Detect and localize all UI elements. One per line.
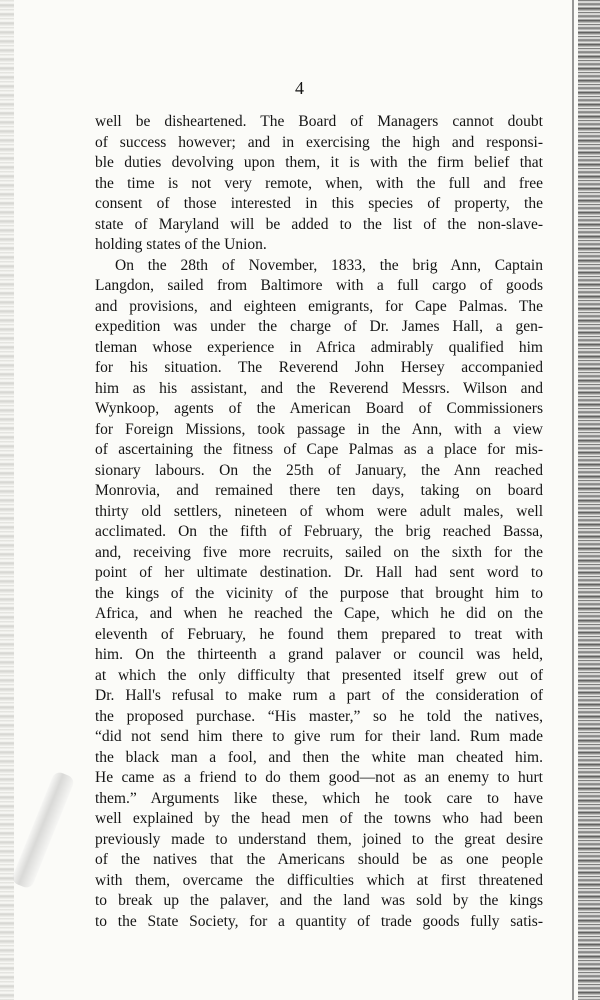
text-line: to break up the palaver, and the land was sold by the kings xyxy=(95,892,543,909)
text-line: of success however; and in exercising the high and responsi- xyxy=(95,133,543,151)
text-line: and provisions, and eighteen emigrants, for Cape Palmas. The xyxy=(95,297,543,315)
text-line: Langdon, sailed from Baltimore with a full cargo of goods xyxy=(95,277,543,294)
text-line: He came as a friend to do them good—not as an enemy to hurt xyxy=(95,769,543,786)
scan-left-edge xyxy=(0,0,14,1000)
text-line: Dr. Hall's refusal to make rum a part of the consideration of xyxy=(95,687,543,704)
text-line: tleman whose experience in Africa admirably qualified him xyxy=(95,338,543,356)
text-line: the proposed purchase. “His master,” so he told the natives, xyxy=(95,707,543,725)
text-line: state of Maryland will be added to the list of the non-slave- xyxy=(95,215,543,233)
text-line: them.” Arguments like these, which he took care to have xyxy=(95,789,543,807)
text-line: eleventh of February, he found them prepared to treat with xyxy=(95,625,543,643)
text-line: ble duties devolving upon them, it is with the firm belief that xyxy=(95,154,543,171)
text-line: Monrovia, and remained there ten days, taking on board xyxy=(95,482,543,499)
text-line: well explained by the head men of the towns who had been xyxy=(95,810,543,827)
text-line: him. On the thirteenth a grand palaver or council was held, xyxy=(95,646,543,663)
pencil-mark xyxy=(10,770,75,890)
text-line: sionary labours. On the 25th of January, the Ann reached xyxy=(95,461,543,479)
text-line: On the 28th of November, 1833, the brig Ann, Captain xyxy=(115,256,543,274)
text-line: the time is not very remote, when, with the full and free xyxy=(95,174,543,192)
text-line: expedition was under the charge of Dr. James Hall, a gen- xyxy=(95,318,543,335)
text-line: of ascertaining the fitness of Cape Palmas as a place for mis- xyxy=(95,441,543,458)
text-line: Africa, and when he reached the Cape, which he did on the xyxy=(95,605,543,622)
body-text xyxy=(95,112,543,932)
text-line: thirty old settlers, nineteen of whom were adult males, well xyxy=(95,502,543,520)
scan-binding-line xyxy=(572,0,574,1000)
scan-right-edge xyxy=(578,0,600,1000)
text-line: for Foreign Missions, took passage in the Ann, with a view xyxy=(95,420,543,438)
text-line: and, receiving five more recruits, sailed on the sixth for the xyxy=(95,543,543,561)
text-line: for his situation. The Reverend John Hersey accompanied xyxy=(95,359,543,376)
text-line: Wynkoop, agents of the American Board of Commissioners xyxy=(95,400,543,417)
text-line: previously made to understand them, joined to the great desire xyxy=(95,830,543,848)
text-line: acclimated. On the fifth of February, the brig reached Bassa, xyxy=(95,523,543,540)
text-line: with them, overcame the difficulties which at first threatened xyxy=(95,871,543,889)
text-line: holding states of the Union. xyxy=(95,236,267,253)
text-line: the kings of the vicinity of the purpose that brought him to xyxy=(95,584,543,602)
page-number: 4 xyxy=(295,78,305,98)
text-line: at which the only difficulty that presented itself grew out of xyxy=(95,666,543,684)
text-line: to the State Society, for a quantity of trade goods fully satis- xyxy=(95,912,543,930)
text-line: the black man a fool, and then the white man cheated him. xyxy=(95,748,543,766)
text-line: him as his assistant, and the Reverend Messrs. Wilson and xyxy=(95,379,543,397)
text-line: point of her ultimate destination. Dr. Hall had sent word to xyxy=(95,564,543,581)
text-line: of the natives that the Americans should be as one people xyxy=(95,851,543,868)
text-line: consent of those interested in this species of property, the xyxy=(95,195,543,212)
text-line: well be disheartened. The Board of Managers cannot doubt xyxy=(95,113,543,130)
text-line: “did not send him there to give rum for their land. Rum made xyxy=(95,728,543,745)
